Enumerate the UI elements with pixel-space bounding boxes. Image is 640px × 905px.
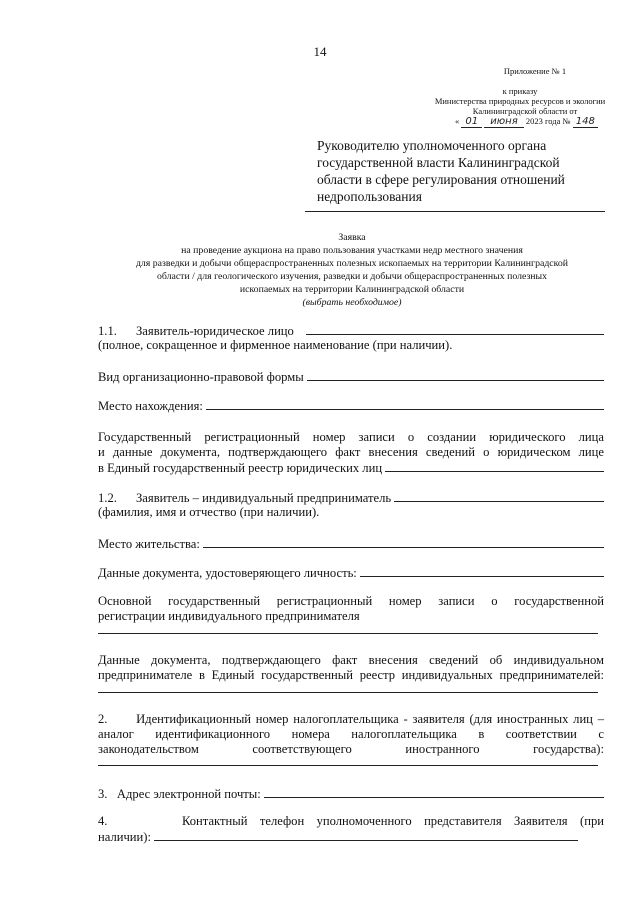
inn-input-line[interactable]	[98, 765, 598, 766]
reg-number-line: и данные документа, подтверждающего факт внесения сведений о юридическом лице	[98, 445, 604, 459]
date-month-handwritten: июня	[484, 116, 523, 128]
egrip-input-line[interactable]	[98, 692, 598, 693]
addressee-line: государственной власти Калининградской	[317, 155, 560, 170]
ogrnip-input-line[interactable]	[98, 633, 598, 634]
field-label: Заявитель – индивидуальный предприниматель	[136, 491, 392, 505]
ogrnip-line: регистрации индивидуального предпринимателя	[98, 609, 360, 623]
field-individual-entrepreneur	[98, 490, 604, 506]
date-day-handwritten: 01	[461, 116, 482, 128]
addressee-signature-line[interactable]	[305, 211, 605, 212]
appendix-line2: к приказу	[502, 86, 538, 96]
section-number: 1.2.	[98, 491, 117, 505]
title-line: на проведение аукциона на право пользования участками недр местного значения	[181, 245, 523, 256]
field-label: Вид организационно-правовой формы	[98, 370, 304, 384]
field-residence	[98, 536, 604, 552]
field-label: Место жительства:	[98, 537, 200, 551]
field-email	[98, 786, 604, 802]
location-input-line[interactable]	[206, 398, 604, 410]
appendix-line1: Приложение № 1	[503, 66, 567, 76]
section-number: 1.1.	[98, 324, 117, 338]
date-year: 2023 года №	[525, 116, 571, 126]
field-hint: (фамилия, имя и отчество (при наличии).	[98, 505, 320, 519]
field-label: наличии):	[98, 830, 151, 844]
inn-line: аналог идентификационного номера налогоплательщика в соответствии с	[98, 727, 604, 741]
org-form-input-line[interactable]	[307, 369, 604, 381]
application-heading: Заявка	[338, 232, 366, 243]
title-line: для разведки и добычи общераспространенных полезных ископаемых на территории Калининградской	[135, 258, 569, 269]
addressee-line: области в сфере регулирования отношений	[317, 172, 565, 187]
addressee-block	[317, 137, 607, 205]
field-hint: (полное, сокращенное и фирменное наименование (при наличии).	[98, 338, 453, 352]
field-label: Данные документа, удостоверяющего личность:	[98, 566, 357, 580]
egrip-line: Данные документа, подтверждающего факт внесения сведений об индивидуальном	[98, 653, 604, 667]
phone-line: 4. Контактный телефон уполномоченного представителя Заявителя (при	[98, 814, 604, 828]
entrepreneur-input-line[interactable]	[394, 490, 604, 502]
title-line: области / для геологического изучения, разведки и добычи общераспространенных полезных	[156, 271, 548, 282]
field-label: в Единый государственный реестр юридических лиц	[98, 461, 383, 475]
field-org-form	[98, 369, 604, 385]
email-input-line[interactable]	[264, 786, 604, 798]
field-label: Место нахождения:	[98, 399, 203, 413]
field-reg-number	[98, 460, 604, 476]
legal-entity-input-line[interactable]	[306, 323, 604, 335]
reg-number-line: Государственный регистрационный номер записи о создании юридического лица	[98, 430, 604, 444]
egrip-line: предпринимателе в Единый государственный реестр индивидуальных предпринимателей:	[98, 668, 604, 682]
phone-input-line[interactable]	[154, 829, 578, 841]
title-note: (выбрать необходимое)	[302, 297, 402, 308]
field-location	[98, 398, 604, 414]
field-label: 3. Адрес электронной почты:	[98, 787, 261, 801]
field-legal-entity	[98, 323, 604, 339]
appendix-line3: Министерства природных ресурсов и экологии	[434, 96, 606, 106]
residence-input-line[interactable]	[203, 536, 604, 548]
appendix-line4: Калининградской области от	[472, 106, 578, 116]
id-document-input-line[interactable]	[360, 565, 604, 577]
page-number: 14	[313, 44, 327, 59]
ogrnip-line: Основной государственный регистрационный номер записи о государственной	[98, 594, 604, 608]
inn-line: законодательством соответствующего иностранного государства):	[98, 742, 604, 756]
title-line: ископаемых на территории Калининградской области	[239, 284, 465, 295]
field-label: Заявитель-юридическое лицо	[136, 324, 294, 338]
addressee-line: Руководителю уполномоченного органа	[317, 138, 547, 153]
field-phone	[98, 829, 578, 845]
appendix-date-line	[455, 116, 615, 127]
order-number-handwritten: 148	[573, 116, 598, 128]
reg-number-input-line[interactable]	[385, 460, 604, 472]
inn-line: 2. Идентификационный номер налогоплательщика - заявителя (для иностранных лиц –	[98, 712, 604, 726]
field-id-document	[98, 565, 604, 581]
addressee-line: недропользования	[317, 189, 422, 204]
date-quote: «	[455, 116, 460, 126]
